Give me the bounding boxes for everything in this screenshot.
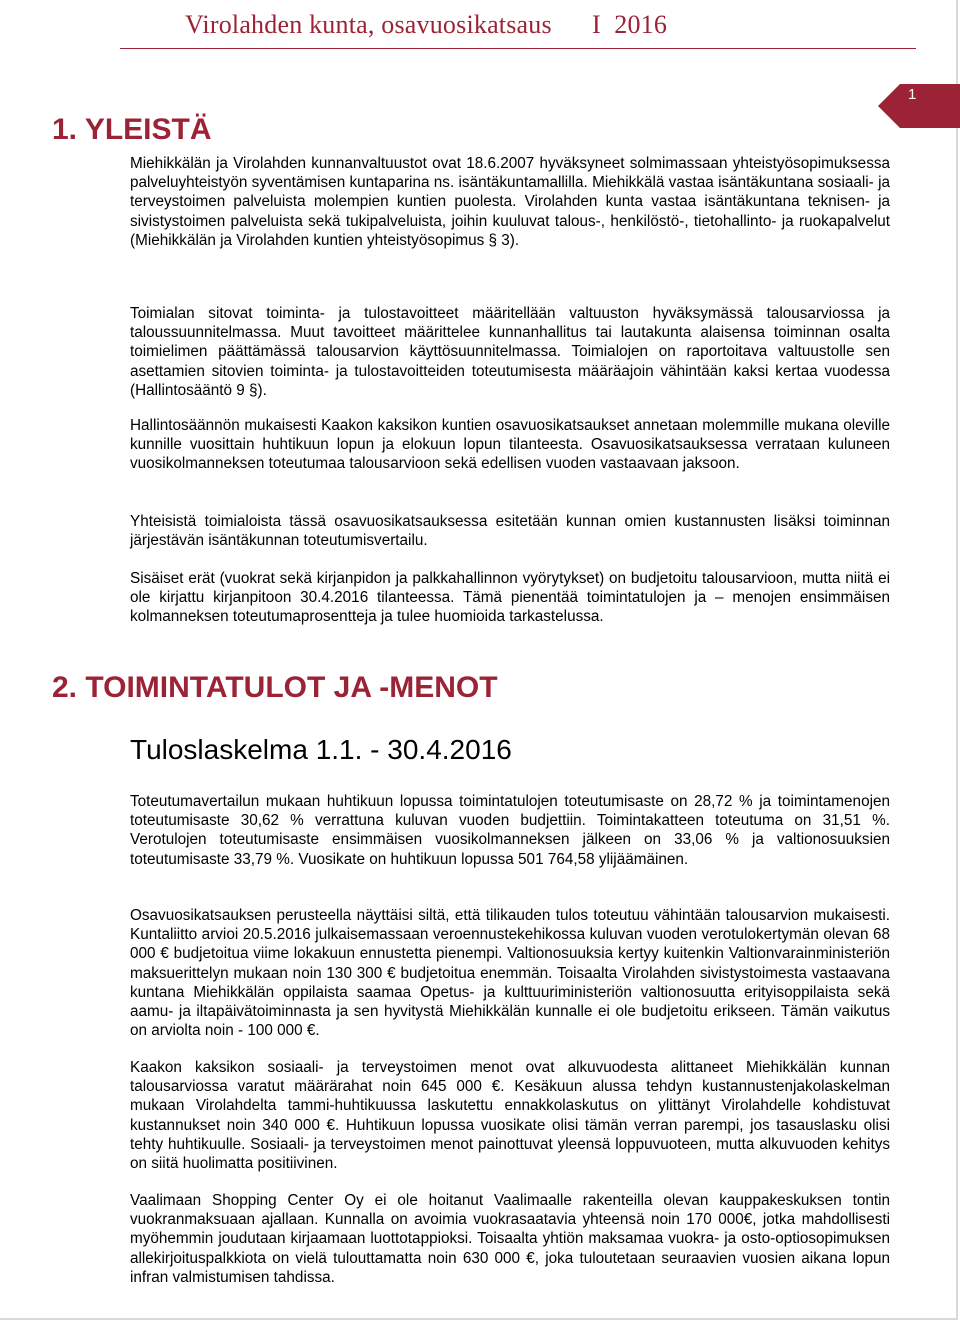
paragraph-3: Hallintosäännön mukaisesti Kaakon kaksikon kuntien osavuosikatsaukset annetaan molemmille mukana oleville kunnille vuosittain huhtikuun lopun ja elokuun lopun tilanteesta. Osavuosikatsauksessa verrataan kuluneen vuosikolmanneksen toteutumaa talousarvioon sekä edellisen vuoden vastaavaan jaksoon. (130, 417, 890, 473)
paragraph-6: Toteutumavertailun mukaan huhtikuun lopussa toimintatulojen toteutumisaste on 28,72 % ja toimintamenojen toteutumisaste 30,62 % verrattuna kuluvan vuoden budjettiin. Toimintakatteen toteutuma on 31,51 %. Verotulojen toteutumisaste ensimmäisen vuosikolmanneksen jälkeen on 33,06 % ja valtionosuuksien toteutumisaste 33,79 %. Vuosikate on huhtikuun lopussa 501 764,58 ylijäämäinen. (130, 793, 890, 868)
section-heading-toimintatulot: 2. TOIMINTATULOT JA -MENOT (52, 671, 498, 704)
page-number-tab (878, 84, 960, 128)
paragraph-8: Kaakon kaksikon sosiaali- ja terveystoimen menot ovat alkuvuodesta alittaneet Miehikkälän kunnan talousarviossa varatut määrärahat noin 645 000 €. Kesäkuun alussa tehdyn kustannustenjakolaskelman mukaan Virolahdelta tammi-huhtikuussa laskutettu ennakkolaskutus on ylittänyt Virolahdelle kohdistuvat kustannukset noin 340 000 €. Huhtikuun lopussa vuosikate olisi tämän verran parempi, jos tasauslasku olisi tehty huhtikuulle. Sosiaali- ja terveystoimen menot painottuvat yleensä loppuvuoteen, mutta alkuvuoden kehitys on siitä huolimatta positiivinen. (130, 1059, 890, 1173)
page-tab-shape (878, 84, 960, 128)
paragraph-5: Sisäiset erät (vuokrat sekä kirjanpidon ja palkkahallinnon vyörytykset) on budjetoitu talousarvioon, mutta niitä ei ole kirjattu kirjanpitoon 30.4.2016 tilanteessa. Tämä pienentää toimintatulojen ja – menojen ensimmäisen kolmanneksen toteutumaprosentteja ja tulee huomioida tarkastelussa. (130, 570, 890, 626)
header-rule (120, 48, 916, 49)
paragraph-9: Vaalimaan Shopping Center Oy ei ole hoitanut Vaalimaalle rakenteilla olevan kauppakeskuksen tontin vuokranmaksuaan ajallaan. Kunnalla on avoimia vuokrasaatavia yhteensä noin 170 000€, jotka mahdollisesti myöhemmin joudutaan kirjaamaan luottotappioksi. Toisaalta yhtiön maksamaa vuokra- ja osto-optiosopimuksen allekirjoituspalkkiota on vielä tulouttamatta noin 630 000 €, joka tuloutetaan seuraavien vuosien aikana lopun infran valmistumisen tahdissa. (130, 1192, 890, 1286)
page-number: 1 (908, 86, 917, 103)
subsection-heading-tuloslaskelma: Tuloslaskelma 1.1. - 30.4.2016 (130, 734, 512, 765)
paragraph-4: Yhteisistä toimialoista tässä osavuosikatsauksessa esitetään kunnan omien kustannusten lisäksi toiminnan järjestävän isäntäkunnan toteutumisvertailu. (130, 513, 890, 550)
running-header: Virolahden kunta, osavuosikatsaus I 2016 (185, 10, 668, 39)
paragraph-7: Osavuosikatsauksen perusteella näyttäisi siltä, että tilikauden tulos toteutuu vähintään talousarvion mukaisesti. Kuntaliitto arvioi 20.5.2016 julkaisemassaan veroennustekehikossa kuluvan vuoden verotulokertymän olevan 68 000 € budjetoitua viime lokakuun ennustetta pienempi. Valtionosuuksia kertyy kuitenkin Valtionvarainministeriön maksuerittelyn mukaan noin 130 300 € budjetoitua enemmän. Toisaalta Virolahden sivistystoimesta vastaavana kuntana Miehikkälän oppilaista saamaa Opetus- ja kulttuuriministeriön valtionosuutta erityisoppilaista sekä aamu- ja iltapäivätoiminnasta ja sen hyvitystä Miehikkälän kunnalle ei ole budjetoitu erikseen. Tämän vaikutus on arviolta noin - 100 000 €. (130, 907, 890, 1040)
section-heading-yleista: 1. YLEISTÄ (52, 113, 212, 146)
paragraph-2: Toimialan sitovat toiminta- ja tulostavoitteet määritellään valtuuston hyväksymässä talousarviossa ja taloussuunnitelmassa. Muut tavoitteet määrittelee kunnanhallitus tai lautakunta alaisensa toiminnan osalta toimielimen päättämässä talousarvion käyttösuunnitelmassa. Toimialojen on raportoitava valtuustolle sen asettamien sitovien toiminta- ja tulostavoitteiden toteutumisesta määräajoin vähintään kaksi kertaa vuodessa (Hallintosääntö 9 §). (130, 305, 890, 399)
paragraph-1: Miehikkälän ja Virolahden kunnanvaltuustot ovat 18.6.2007 hyväksyneet solmimassaan yhteistyösopimuksessa palveluyhteistyön syventämisen kuntaparina ns. isäntäkuntamallilla. Miehikkälä vastaa isäntäkuntana sosiaali- ja terveystoimen palveluista molempien kuntien puolesta. Virolahden kunta vastaa isäntäkuntana teknisen- ja sivistystoimen palveluista sekä tukipalveluista, joihin kuuluvat talous-, henkilöstö-, tietohallinto- ja ruokapalvelut (Miehikkälän ja Virolahden kuntien yhteistyösopimus § 3). (130, 155, 890, 249)
